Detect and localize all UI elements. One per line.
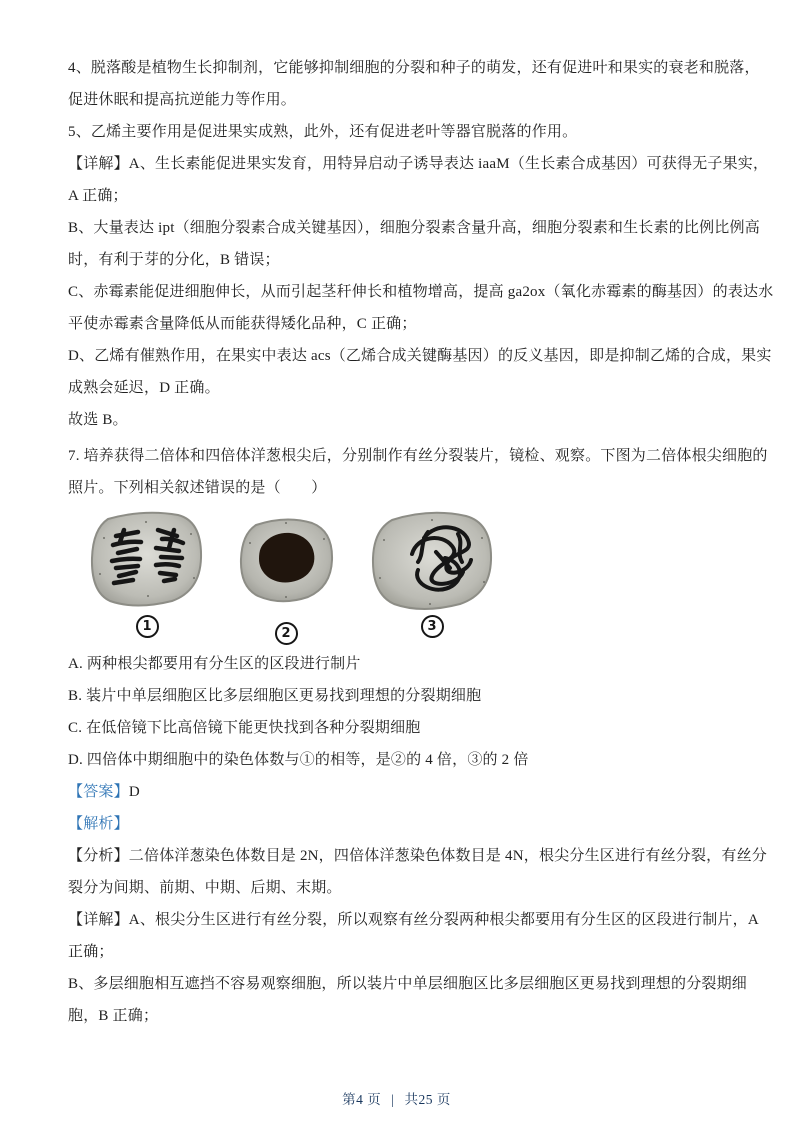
text-line: [68, 776, 728, 808]
text-line: [68, 180, 728, 212]
text-segment: 故选 B。: [68, 412, 128, 428]
text-segment: D. 四倍体中期细胞中的染色体数与①的相等，是②的 4 倍，③的 2 倍: [68, 752, 529, 768]
text-line: [68, 148, 769, 180]
text-line: [68, 372, 728, 404]
section-label: 【解析】: [68, 816, 129, 832]
page-footer: [0, 1088, 793, 1108]
text-line: [68, 276, 774, 308]
text-segment: 照片。下列相关叙述错误的是（ ）: [68, 480, 327, 496]
circled-number-label-2: 2: [275, 622, 298, 645]
text-block-bottom: [68, 648, 767, 1032]
text-line: [68, 244, 728, 276]
text-segment: 7. 培养获得二倍体和四倍体洋葱根尖后，分别制作有丝分裂装片，镜检、观察。下图为二倍体根尖细胞的: [68, 448, 768, 464]
text-segment: 正确；: [68, 944, 114, 960]
interphase-cell-image: [236, 515, 336, 605]
page-total: 共25 页: [404, 1092, 451, 1107]
cell-photo-interphase: [236, 508, 336, 647]
text-line: [68, 404, 728, 436]
text-line: [68, 648, 728, 680]
text-line: [68, 968, 748, 1000]
text-block-top: [68, 52, 774, 504]
text-line: [68, 212, 760, 244]
text-line: [68, 340, 772, 372]
text-segment: 平使赤霉素含量降低从而能获得矮化品种，C 正确；: [68, 316, 417, 332]
text-line: [68, 840, 767, 872]
text-segment: C. 在低倍镜下比高倍镜下能更快找到各种分裂期细胞: [68, 720, 421, 736]
text-line: [68, 1000, 728, 1032]
text-segment: D、乙烯有催熟作用，在果实中表达 acs（乙烯合成关键酶基因）的反义基因，即是抑制乙烯的合成，果实: [68, 348, 772, 364]
text-segment: A 正确；: [68, 188, 128, 204]
text-segment: 促进休眠和提高抗逆能力等作用。: [68, 92, 297, 108]
prophase-cell-image: [366, 508, 498, 613]
text-segment: 【分析】二倍体洋葱染色体数目是 2N，四倍体洋葱染色体数目是 4N，根尖分生区进行有丝分裂，有丝分: [68, 848, 767, 864]
cell-photo-anaphase: [86, 508, 208, 640]
text-line: [68, 872, 728, 904]
text-line: [68, 904, 759, 936]
text-segment: 4、脱落酸是植物生长抑制剂，它能够抑制细胞的分裂和种子的萌发，还有促进叶和果实的衰老和脱落，: [68, 60, 760, 76]
text-segment: A. 两种根尖都要用有分生区的区段进行制片: [68, 656, 361, 672]
text-line: [68, 936, 728, 968]
text-line: [68, 744, 728, 776]
text-segment: 5、乙烯主要作用是促进果实成熟，此外，还有促进老叶等器官脱落的作用。: [68, 124, 578, 140]
text-line: [68, 84, 728, 116]
text-line: [68, 472, 728, 504]
text-line: [68, 808, 728, 840]
circled-number-label-3: 3: [421, 615, 444, 638]
cell-photo-figure: [86, 508, 728, 640]
text-line: [68, 308, 728, 340]
text-segment: 成熟会延迟，D 正确。: [68, 380, 220, 396]
text-segment: B. 装片中单层细胞区比多层细胞区更易找到理想的分裂期细胞: [68, 688, 482, 704]
cell-photo-prophase: [366, 508, 498, 640]
anaphase-cell-image: [86, 508, 208, 609]
text-segment: 胞，B 正确；: [68, 1008, 159, 1024]
text-line: [68, 440, 768, 472]
footer-separator: |: [391, 1092, 395, 1107]
page-number: 第4 页: [342, 1092, 382, 1107]
text-segment: 【详解】A、生长素能促进果实发育，用特异启动子诱导表达 iaaM（生长素合成基因）可获得无子果实，: [68, 156, 769, 172]
circled-number-label-1: 1: [136, 615, 159, 638]
text-line: [68, 52, 760, 84]
text-segment: D: [128, 784, 140, 800]
section-label: 【答案】: [68, 784, 129, 800]
text-segment: 【详解】A、根尖分生区进行有丝分裂，所以观察有丝分裂两种根尖都要用有分生区的区段进行制片，A: [68, 912, 759, 928]
text-line: [68, 680, 728, 712]
text-segment: B、大量表达 ipt（细胞分裂素合成关键基因），细胞分裂素含量升高，细胞分裂素和生长素的比例比例高: [68, 220, 760, 236]
text-line: [68, 712, 728, 744]
text-segment: 时，有利于芽的分化，B 错误；: [68, 252, 280, 268]
document-body: [68, 52, 774, 1032]
text-segment: C、赤霉素能促进细胞伸长，从而引起茎秆伸长和植物增高，提高 ga2ox（氧化赤霉素的酶基因）的表达水: [68, 284, 774, 300]
text-line: [68, 116, 728, 148]
text-segment: 裂分为间期、前期、中期、后期、末期。: [68, 880, 342, 896]
text-segment: B、多层细胞相互遮挡不容易观察细胞，所以装片中单层细胞区比多层细胞区更易找到理想的分裂期细: [68, 976, 748, 992]
